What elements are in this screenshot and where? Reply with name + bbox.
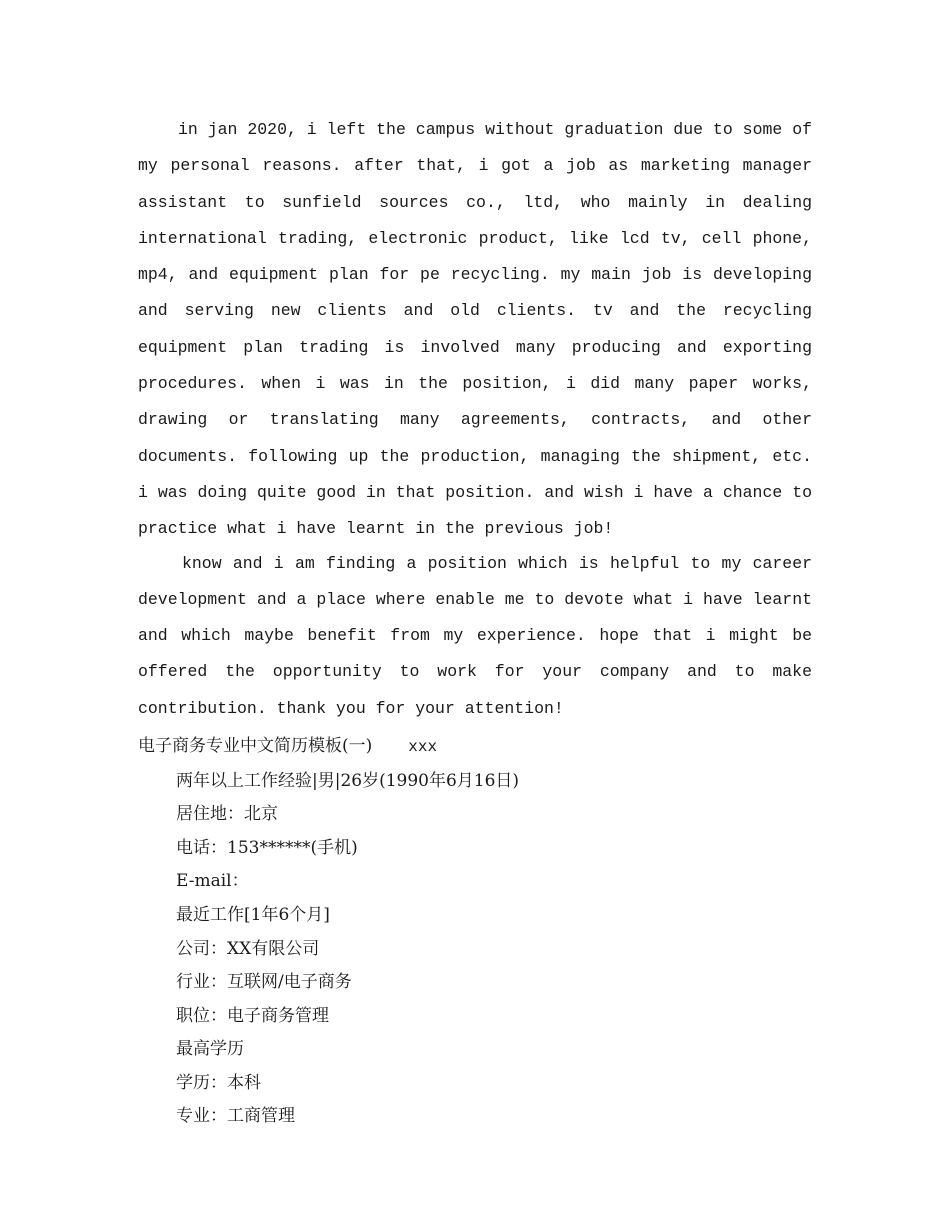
resume-line: 电话：153******(手机) bbox=[176, 837, 358, 858]
resume-info-list bbox=[138, 765, 812, 1135]
resume-line: 居住地：北京 bbox=[176, 804, 278, 825]
resume-line: 两年以上工作经验|男|26岁(1990年6月16日) bbox=[176, 770, 520, 791]
resume-line: 行业：互联网/电子商务 bbox=[176, 972, 352, 993]
resume-line: 专业：工商管理 bbox=[176, 1106, 295, 1127]
letter-paragraph-2: know and i am finding a position which is helpful to my career development and a place where enable me to devote what i have learnt and which maybe benefit from my experience. hope that i might be offered the opportunity to work for your company and to make contribution. thank you for your attention! bbox=[138, 553, 812, 718]
resume-name: xxx bbox=[408, 738, 438, 757]
letter-paragraph-1: in jan 2020, i left the campus without graduation due to some of my personal reasons. after that, i got a job as marketing manager assistant to sunfield sources co., ltd, who mainly in dealing international trading, electronic product, like lcd tv, cell phone, mp4, and equipment plan for pe recycling. my main job is developing and serving new clients and old clients. tv and the recycling equipment plan trading is involved many producing and exporting procedures. when i was in the position, i did many paper works, drawing or translating many agreements, contracts, and other documents. following up the production, managing the shipment, etc. i was doing quite good in that position. and wish i have a chance to practice what i have learnt in the previous job! bbox=[138, 120, 812, 539]
resume-title-line bbox=[138, 730, 812, 765]
document-page bbox=[138, 112, 812, 1134]
resume-line: 最近工作[1年6个月] bbox=[176, 904, 330, 925]
resume-line: 职位：电子商务管理 bbox=[176, 1005, 329, 1026]
resume-line: 学历：本科 bbox=[176, 1072, 261, 1093]
resume-title: 电子商务专业中文简历模板(一) bbox=[138, 736, 373, 757]
resume-line: 最高学历 bbox=[176, 1039, 244, 1060]
resume-line: E-mail： bbox=[176, 871, 249, 892]
resume-line: 公司：XX有限公司 bbox=[176, 938, 320, 959]
